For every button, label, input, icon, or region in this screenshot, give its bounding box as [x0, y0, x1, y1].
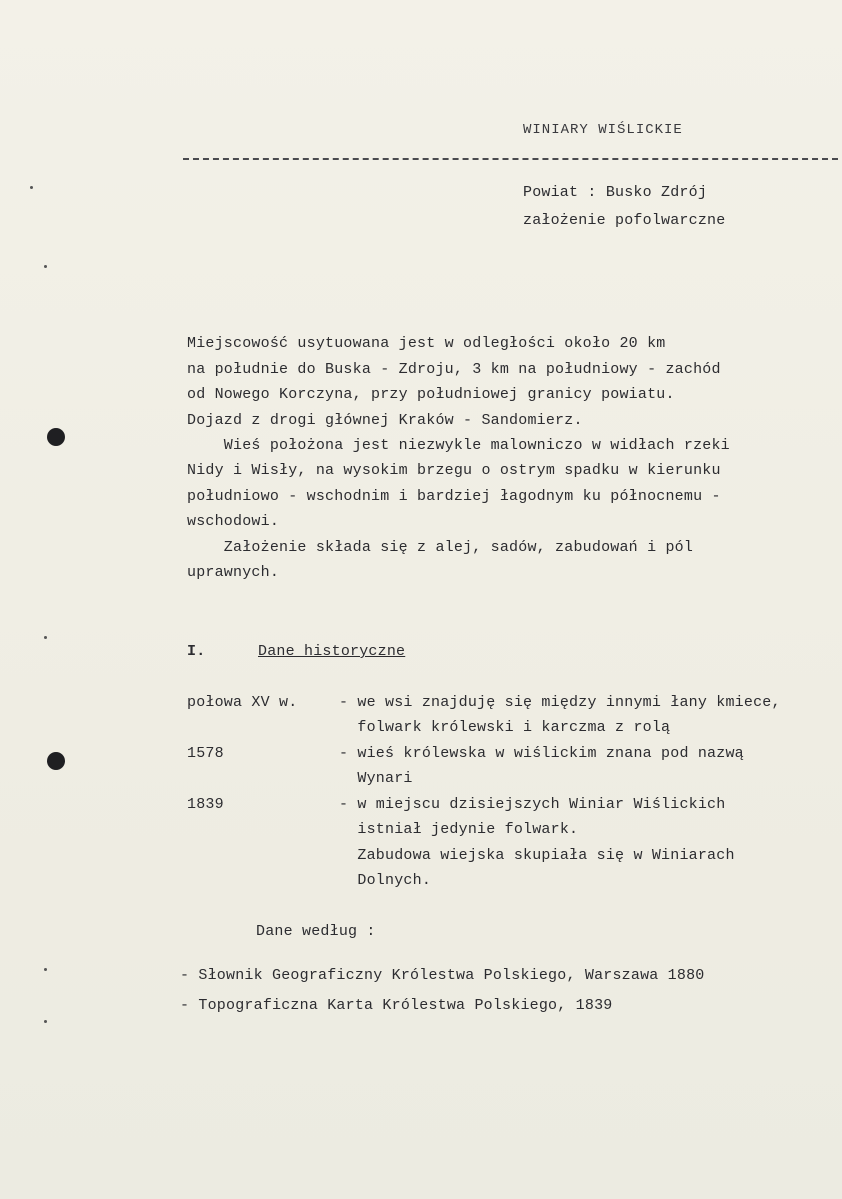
title-rule [183, 158, 838, 160]
punch-hole-bottom [47, 752, 65, 770]
history-line: Dolnych. [339, 872, 432, 889]
intro-line: południowo - wschodnim i bardziej łagodnym ku północnemu - [187, 488, 721, 505]
intro-line: Założenie składa się z alej, sadów, zabudowań i pól [187, 539, 694, 556]
source-item: - Słownik Geograficzny Królestwa Polskiego, Warszawa 1880 [180, 967, 705, 984]
section-number: I. [187, 643, 206, 660]
intro-line: uprawnych. [187, 564, 280, 581]
intro-line: Miejscowość usytuowana jest w odległości około 20 km [187, 335, 666, 352]
history-line: Zabudowa wiejska skupiała się w Winiarach [339, 847, 735, 864]
history-line: - we wsi znajduję się między innymi łany kmiece, [339, 694, 781, 711]
margin-speck [44, 1020, 47, 1023]
intro-line: wschodowi. [187, 513, 280, 530]
history-line: folwark królewski i karczma z rolą [339, 719, 671, 736]
document-title: WINIARY WIŚLICKIE [523, 122, 683, 138]
history-date: 1578 [187, 745, 224, 762]
intro-line: Wieś położona jest niezwykle malowniczo w widłach rzeki [187, 437, 730, 454]
intro-line: Nidy i Wisły, na wysokim brzegu o ostrym spadku w kierunku [187, 462, 721, 479]
site-type-line: założenie pofolwarczne [523, 212, 726, 229]
margin-speck [44, 636, 47, 639]
punch-hole-top [47, 428, 65, 446]
intro-line: Dojazd z drogi głównej Kraków - Sandomierz. [187, 412, 583, 429]
history-line: Wynari [339, 770, 413, 787]
history-date: połowa XV w. [187, 694, 298, 711]
powiat-line: Powiat : Busko Zdrój [523, 184, 708, 201]
section-heading: Dane historyczne [258, 643, 406, 660]
margin-speck [30, 186, 33, 189]
source-item: - Topograficzna Karta Królestwa Polskiego, 1839 [180, 997, 613, 1014]
margin-speck [44, 968, 47, 971]
intro-line: od Nowego Korczyna, przy południowej granicy powiatu. [187, 386, 675, 403]
history-line: istniał jedynie folwark. [339, 821, 579, 838]
history-line: - w miejscu dzisiejszych Winiar Wiślickich [339, 796, 726, 813]
margin-speck [44, 265, 47, 268]
intro-line: na południe do Buska - Zdroju, 3 km na południowy - zachód [187, 361, 721, 378]
history-date: 1839 [187, 796, 224, 813]
history-line: - wieś królewska w wiślickim znana pod nazwą [339, 745, 744, 762]
sources-intro: Dane według : [256, 923, 376, 940]
